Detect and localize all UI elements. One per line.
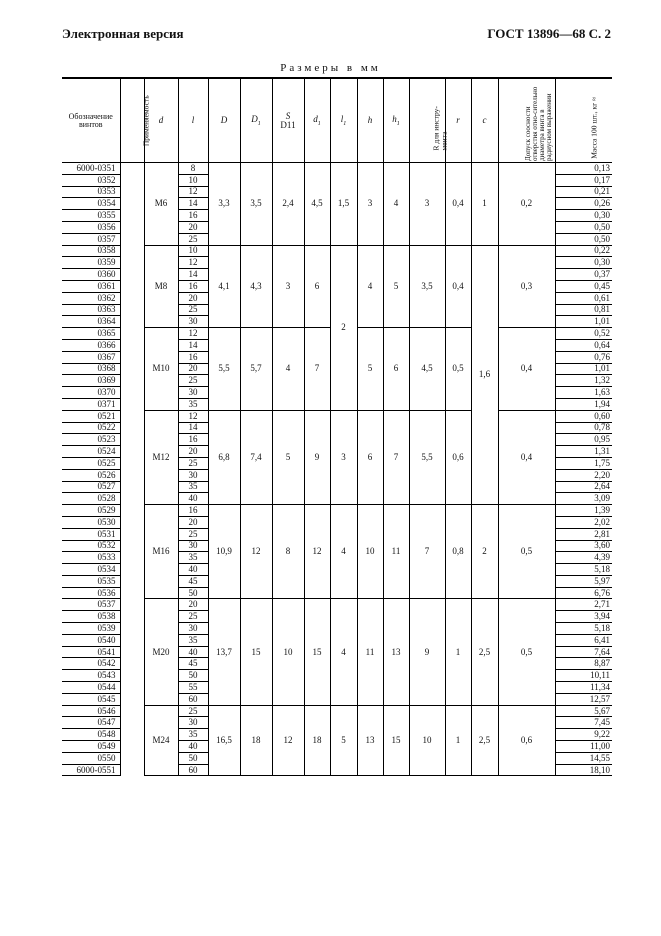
dim-d1: 18 (304, 705, 330, 776)
screw-designation: 0538 (62, 611, 120, 623)
screw-designation: 0365 (62, 328, 120, 340)
length-l: 16 (178, 351, 208, 363)
mass-100pcs: 0,45 (555, 280, 612, 292)
screw-designation: 0534 (62, 564, 120, 576)
screw-designation: 0359 (62, 257, 120, 269)
col-D: D (208, 78, 240, 163)
dim-R: 10 (409, 705, 445, 776)
mass-100pcs: 18,10 (555, 764, 612, 776)
length-l: 14 (178, 198, 208, 210)
thread-d: М8 (144, 245, 178, 328)
mass-100pcs: 0,78 (555, 422, 612, 434)
length-l: 14 (178, 269, 208, 281)
dim-R: 9 (409, 599, 445, 705)
table-body (62, 163, 612, 776)
mass-100pcs: 0,17 (555, 174, 612, 186)
screw-designation: 0548 (62, 729, 120, 741)
mass-100pcs: 0,50 (555, 233, 612, 245)
dim-R: 3 (409, 163, 445, 246)
length-l: 20 (178, 599, 208, 611)
length-l: 16 (178, 280, 208, 292)
screw-designation: 6000-0551 (62, 764, 120, 776)
col-S: S D11 (272, 78, 304, 163)
screw-designation: 0355 (62, 210, 120, 222)
dim-d1: 7 (304, 328, 330, 411)
length-l: 35 (178, 729, 208, 741)
length-l: 8 (178, 163, 208, 175)
mass-100pcs: 0,76 (555, 351, 612, 363)
table-header-row (62, 78, 612, 163)
dim-l1: 4 (330, 599, 357, 705)
mass-100pcs: 5,18 (555, 623, 612, 635)
length-l: 12 (178, 410, 208, 422)
dim-h1: 15 (383, 705, 409, 776)
screw-designation: 0549 (62, 741, 120, 753)
length-l: 50 (178, 752, 208, 764)
table-row (62, 505, 612, 517)
length-l: 50 (178, 587, 208, 599)
dim-l1: 1,5 (330, 163, 357, 246)
tolerance: 0,5 (498, 505, 555, 599)
mass-100pcs: 2,81 (555, 528, 612, 540)
length-l: 14 (178, 339, 208, 351)
mass-100pcs: 3,94 (555, 611, 612, 623)
mass-100pcs: 1,75 (555, 457, 612, 469)
dim-h: 13 (357, 705, 383, 776)
mass-100pcs: 0,30 (555, 257, 612, 269)
screw-designation: 0364 (62, 316, 120, 328)
thread-d: М12 (144, 410, 178, 504)
screw-designation: 0532 (62, 540, 120, 552)
mass-100pcs: 1,01 (555, 316, 612, 328)
thread-d: М10 (144, 328, 178, 411)
screw-designation: 0543 (62, 670, 120, 682)
length-l: 25 (178, 375, 208, 387)
screw-designation: 0537 (62, 599, 120, 611)
screw-designation: 0526 (62, 469, 120, 481)
length-l: 60 (178, 764, 208, 776)
length-l: 35 (178, 481, 208, 493)
col-l: l (178, 78, 208, 163)
dim-S: 8 (272, 505, 304, 599)
screw-designation: 0354 (62, 198, 120, 210)
dim-S: 12 (272, 705, 304, 776)
table-row (62, 599, 612, 611)
dim-h1: 7 (383, 410, 409, 504)
mass-100pcs: 11,34 (555, 682, 612, 694)
mass-100pcs: 5,97 (555, 575, 612, 587)
mass-100pcs: 2,64 (555, 481, 612, 493)
mass-100pcs: 1,01 (555, 363, 612, 375)
screw-designation: 0371 (62, 398, 120, 410)
col-l1: $l_1$ (330, 78, 357, 163)
mass-100pcs: 12,57 (555, 693, 612, 705)
mass-100pcs: 1,32 (555, 375, 612, 387)
screw-designation: 0363 (62, 304, 120, 316)
dim-r: 0,5 (445, 328, 471, 411)
mass-100pcs: 0,30 (555, 210, 612, 222)
screw-designation: 0353 (62, 186, 120, 198)
mass-100pcs: 4,39 (555, 552, 612, 564)
dim-D1: 3,5 (240, 163, 272, 246)
dim-h1: 6 (383, 328, 409, 411)
length-l: 20 (178, 516, 208, 528)
dim-h: 11 (357, 599, 383, 705)
col-designation: Обозначение винтов (62, 78, 120, 163)
tolerance: 0,4 (498, 328, 555, 411)
mass-100pcs: 7,45 (555, 717, 612, 729)
table-row (62, 245, 612, 257)
dim-h: 3 (357, 163, 383, 246)
screw-designation: 0352 (62, 174, 120, 186)
screw-designation: 0536 (62, 587, 120, 599)
thread-d: М20 (144, 599, 178, 705)
length-l: 30 (178, 623, 208, 635)
dim-D1: 5,7 (240, 328, 272, 411)
screw-designation: 0547 (62, 717, 120, 729)
table-row (62, 163, 612, 175)
col-R: R для инстру-мента (409, 78, 445, 163)
dim-R: 7 (409, 505, 445, 599)
mass-100pcs: 5,18 (555, 564, 612, 576)
length-l: 30 (178, 387, 208, 399)
dim-S: 4 (272, 328, 304, 411)
dim-d1: 12 (304, 505, 330, 599)
tolerance: 0,4 (498, 410, 555, 504)
header-edition: Электронная версия (62, 26, 184, 41)
screw-designation: 0533 (62, 552, 120, 564)
screw-designation: 0521 (62, 410, 120, 422)
mass-100pcs: 7,64 (555, 646, 612, 658)
length-l: 10 (178, 174, 208, 186)
col-D1: $D_1$ (240, 78, 272, 163)
dim-D: 16,5 (208, 705, 240, 776)
screw-designation: 0530 (62, 516, 120, 528)
dim-d1: 15 (304, 599, 330, 705)
tolerance: 0,3 (498, 245, 555, 328)
screw-designation: 0541 (62, 646, 120, 658)
dim-D: 10,9 (208, 505, 240, 599)
length-l: 30 (178, 540, 208, 552)
mass-100pcs: 0,21 (555, 186, 612, 198)
mass-100pcs: 0,95 (555, 434, 612, 446)
screw-designation: 0550 (62, 752, 120, 764)
mass-100pcs: 3,60 (555, 540, 612, 552)
length-l: 55 (178, 682, 208, 694)
dim-h: 5 (357, 328, 383, 411)
mass-100pcs: 10,11 (555, 670, 612, 682)
mass-100pcs: 8,87 (555, 658, 612, 670)
mass-100pcs: 0,13 (555, 163, 612, 175)
dim-D1: 12 (240, 505, 272, 599)
dim-D1: 15 (240, 599, 272, 705)
dim-c: 1,6 (471, 245, 498, 505)
dim-r: 0,4 (445, 245, 471, 328)
length-l: 25 (178, 457, 208, 469)
table-row (62, 705, 612, 717)
mass-100pcs: 0,81 (555, 304, 612, 316)
screw-designation: 0545 (62, 693, 120, 705)
screw-designation: 0542 (62, 658, 120, 670)
length-l: 40 (178, 741, 208, 753)
screw-designation: 0544 (62, 682, 120, 694)
dim-r: 1 (445, 705, 471, 776)
screw-designation: 0362 (62, 292, 120, 304)
length-l: 20 (178, 292, 208, 304)
screw-designation: 0356 (62, 221, 120, 233)
screw-designation: 0529 (62, 505, 120, 517)
mass-100pcs: 1,31 (555, 446, 612, 458)
length-l: 60 (178, 693, 208, 705)
length-l: 16 (178, 434, 208, 446)
mass-100pcs: 2,20 (555, 469, 612, 481)
screw-designation: 0539 (62, 623, 120, 635)
screw-designation: 0527 (62, 481, 120, 493)
screw-designation: 0540 (62, 634, 120, 646)
dim-S: 5 (272, 410, 304, 504)
dim-d1: 6 (304, 245, 330, 328)
screw-designation: 0358 (62, 245, 120, 257)
tolerance: 0,5 (498, 599, 555, 705)
length-l: 12 (178, 328, 208, 340)
dim-S: 10 (272, 599, 304, 705)
mass-100pcs: 0,22 (555, 245, 612, 257)
col-usage: Применяемость (120, 78, 144, 163)
dim-R: 3,5 (409, 245, 445, 328)
length-l: 45 (178, 575, 208, 587)
length-l: 12 (178, 257, 208, 269)
table-caption: Размеры в мм (280, 62, 381, 74)
length-l: 20 (178, 221, 208, 233)
dim-h: 4 (357, 245, 383, 328)
dim-c: 2,5 (471, 705, 498, 776)
length-l: 50 (178, 670, 208, 682)
length-l: 35 (178, 634, 208, 646)
dim-l1: 2 (330, 245, 357, 410)
length-l: 25 (178, 705, 208, 717)
dim-c: 1 (471, 163, 498, 246)
dim-D: 4,1 (208, 245, 240, 328)
screw-designation: 0528 (62, 493, 120, 505)
col-r: r (445, 78, 471, 163)
mass-100pcs: 3,09 (555, 493, 612, 505)
length-l: 25 (178, 528, 208, 540)
screw-designation: 0360 (62, 269, 120, 281)
col-h: h (357, 78, 383, 163)
dim-S: 3 (272, 245, 304, 328)
tolerance: 0,6 (498, 705, 555, 776)
screw-designation: 0531 (62, 528, 120, 540)
dim-D: 5,5 (208, 328, 240, 411)
dim-h1: 4 (383, 163, 409, 246)
length-l: 25 (178, 611, 208, 623)
screw-designation: 0361 (62, 280, 120, 292)
mass-100pcs: 0,64 (555, 339, 612, 351)
col-mass: Масса 100 шт., кг ≈ (555, 78, 612, 163)
length-l: 10 (178, 245, 208, 257)
length-l: 14 (178, 422, 208, 434)
table-row (62, 410, 612, 422)
length-l: 40 (178, 564, 208, 576)
dim-h: 6 (357, 410, 383, 504)
col-tolerance: Допуск соосности отверстия отно-сительно диаметра винта в радиусном выражении (498, 78, 555, 163)
screw-designation: 0367 (62, 351, 120, 363)
screw-designation: 0522 (62, 422, 120, 434)
length-l: 45 (178, 658, 208, 670)
mass-100pcs: 1,39 (555, 505, 612, 517)
mass-100pcs: 9,22 (555, 729, 612, 741)
screw-designation: 0369 (62, 375, 120, 387)
screw-designation: 0368 (62, 363, 120, 375)
header-standard-page: ГОСТ 13896—68 С. 2 (487, 26, 611, 41)
dim-D1: 7,4 (240, 410, 272, 504)
dim-h1: 13 (383, 599, 409, 705)
screw-designation: 0370 (62, 387, 120, 399)
dim-S: 2,4 (272, 163, 304, 246)
length-l: 30 (178, 316, 208, 328)
col-c: c (471, 78, 498, 163)
screw-designation: 0523 (62, 434, 120, 446)
dim-h1: 11 (383, 505, 409, 599)
mass-100pcs: 0,26 (555, 198, 612, 210)
dim-D1: 4,3 (240, 245, 272, 328)
dim-h1: 5 (383, 245, 409, 328)
length-l: 30 (178, 717, 208, 729)
length-l: 20 (178, 363, 208, 375)
screw-dimensions-table (62, 77, 612, 776)
length-l: 35 (178, 552, 208, 564)
dim-l1: 4 (330, 505, 357, 599)
dim-l1: 3 (330, 410, 357, 504)
thread-d: М16 (144, 505, 178, 599)
dim-R: 5,5 (409, 410, 445, 504)
col-d1: $d_1$ (304, 78, 330, 163)
length-l: 16 (178, 505, 208, 517)
mass-100pcs: 1,94 (555, 398, 612, 410)
mass-100pcs: 6,41 (555, 634, 612, 646)
screw-designation: 0366 (62, 339, 120, 351)
length-l: 20 (178, 446, 208, 458)
dim-h: 10 (357, 505, 383, 599)
dim-r: 0,8 (445, 505, 471, 599)
mass-100pcs: 0,52 (555, 328, 612, 340)
length-l: 30 (178, 469, 208, 481)
dim-d1: 4,5 (304, 163, 330, 246)
dim-c: 2 (471, 505, 498, 599)
thread-d: М6 (144, 163, 178, 246)
mass-100pcs: 14,55 (555, 752, 612, 764)
mass-100pcs: 11,00 (555, 741, 612, 753)
length-l: 16 (178, 210, 208, 222)
dim-c: 2,5 (471, 599, 498, 705)
mass-100pcs: 2,02 (555, 516, 612, 528)
dim-D: 13,7 (208, 599, 240, 705)
dim-d1: 9 (304, 410, 330, 504)
mass-100pcs: 6,76 (555, 587, 612, 599)
length-l: 40 (178, 646, 208, 658)
screw-designation: 0524 (62, 446, 120, 458)
tolerance: 0,2 (498, 163, 555, 246)
col-d: d (144, 78, 178, 163)
length-l: 40 (178, 493, 208, 505)
screw-designation: 0535 (62, 575, 120, 587)
mass-100pcs: 0,37 (555, 269, 612, 281)
mass-100pcs: 2,71 (555, 599, 612, 611)
screw-designation: 6000-0351 (62, 163, 120, 175)
thread-d: М24 (144, 705, 178, 776)
screw-designation: 0357 (62, 233, 120, 245)
dim-D: 6,8 (208, 410, 240, 504)
dim-r: 0,4 (445, 163, 471, 246)
screw-designation: 0525 (62, 457, 120, 469)
length-l: 35 (178, 398, 208, 410)
mass-100pcs: 0,60 (555, 410, 612, 422)
dim-D: 3,3 (208, 163, 240, 246)
mass-100pcs: 1,63 (555, 387, 612, 399)
length-l: 25 (178, 233, 208, 245)
usage-cell (120, 163, 144, 776)
dim-l1: 5 (330, 705, 357, 776)
mass-100pcs: 0,50 (555, 221, 612, 233)
mass-100pcs: 0,61 (555, 292, 612, 304)
mass-100pcs: 5,67 (555, 705, 612, 717)
screw-designation: 0546 (62, 705, 120, 717)
dim-r: 1 (445, 599, 471, 705)
length-l: 25 (178, 304, 208, 316)
dim-r: 0,6 (445, 410, 471, 504)
length-l: 12 (178, 186, 208, 198)
col-h1: $h_1$ (383, 78, 409, 163)
dim-R: 4,5 (409, 328, 445, 411)
dim-D1: 18 (240, 705, 272, 776)
